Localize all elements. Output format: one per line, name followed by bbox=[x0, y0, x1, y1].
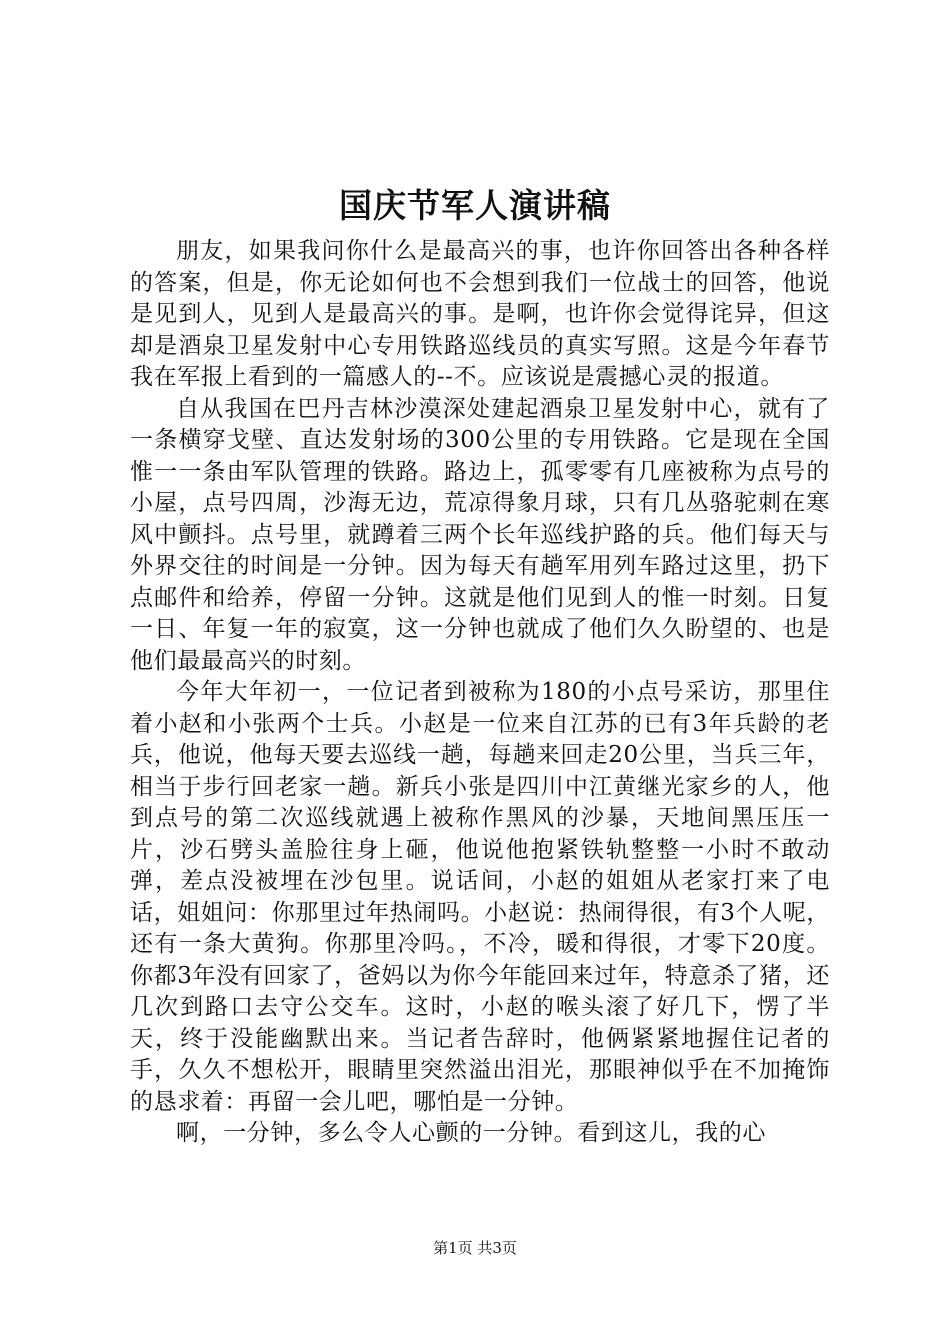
paragraph-3: 今年大年初一，一位记者到被称为180的小点号采访，那里住着小赵和小张两个士兵。小赵是一位来自江苏的已有3年兵龄的老兵，他说，他每天要去巡线一趟，每趟来回走20公里，当兵三年，相当于步行回老家一趟。新兵小张是四川中江黄继光家乡的人，他到点号的第二次巡线就遇上被称作黑风的沙暴，天地间黑压压一片，沙石劈头盖脸往身上砸，他说他抱紧铁轨整整一小时不敢动弹，差点没被埋在沙包里。说话间，小赵的姐姐从老家打来了电话，姐姐问：你那里过年热闹吗。小赵说：热闹得很，有3个人呢，还有一条大黄狗。你那里冷吗。，不冷，暖和得很，才零下20度。你都3年没有回家了，爸妈以为你今年能回来过年，特意杀了猪，还几次到路口去守公交车。这时，小赵的喉头滚了好几下，愣了半天，终于没能幽默出来。当记者告辞时，他俩紧紧地握住记者的手，久久不想松开，眼睛里突然溢出泪光，那眼神似乎在不加掩饰的恳求着：再留一会儿吧，哪怕是一分钟。 bbox=[130, 679, 830, 1115]
paragraph-4: 啊，一分钟，多么令人心颤的一分钟。看到这儿，我的心 bbox=[176, 1120, 766, 1146]
page-number-footer: 第1页 共3页 bbox=[433, 1239, 517, 1257]
paragraph-1: 朋友，如果我问你什么是最高兴的事，也许你回答出各种各样的答案，但是，你无论如何也不会想到我们一位战士的回答，他说是见到人，见到人是最高兴的事。是啊，也许你会觉得诧异，但这却是酒泉卫星发射中心专用铁路巡线员的真实写照。这是今年春节我在军报上看到的一篇感人的--不。应该说是震撼心灵的报道。 bbox=[130, 238, 830, 390]
document-body bbox=[130, 236, 830, 1150]
paragraph-2: 自从我国在巴丹吉林沙漠深处建起酒泉卫星发射中心，就有了一条横穿戈壁、直达发射场的300公里的专用铁路。它是现在全国惟一一条由军队管理的铁路。路边上，孤零零有几座被称为点号的小屋，点号四周，沙海无边，荒凉得象月球，只有几丛骆驼刺在寒风中颤抖。点号里，就蹲着三两个长年巡线护路的兵。他们每天与外界交往的时间是一分钟。因为每天有趟军用列车路过这里，扔下点邮件和给养，停留一分钟。这就是他们见到人的惟一时刻。日复一日、年复一年的寂寞，这一分钟也就成了他们久久盼望的、也是他们最最高兴的时刻。 bbox=[130, 395, 830, 674]
document-title: 国庆节军人演讲稿 bbox=[339, 186, 611, 225]
